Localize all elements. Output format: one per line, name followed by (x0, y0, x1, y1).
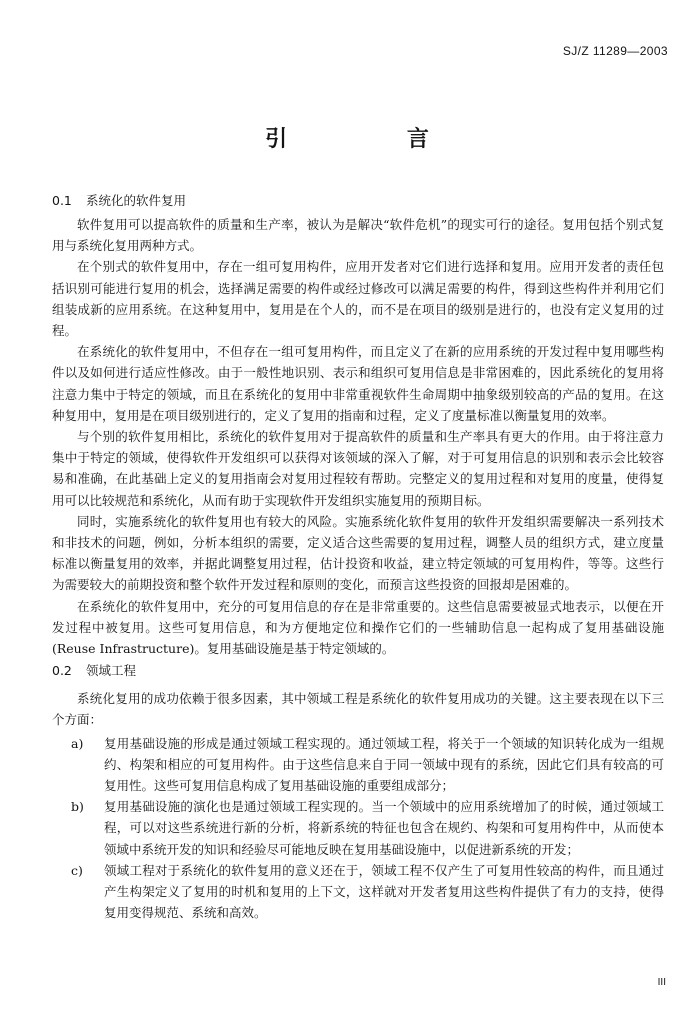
list-item-text: 领域工程对于系统化的软件复用的意义还在于，领域工程不仅产生了可复用性较高的构件，而且通过产生构架定义了复用的时机和复用的上下文，这样就对开发者复用这些构件提供了有力的支持，使得复用变得规范、系统和高效。 (104, 862, 664, 921)
paragraph: 在系统化的软件复用中，充分的可复用信息的存在是非常重要的。这些信息需要被显式地表示，以便在开发过程中被复用。这些可复用信息，和为方便地定位和操作它们的一些辅助信息一起构成了复用基础设施(Reuse Infrastructure)。复用基础设施是基于特定领域的。 (52, 598, 664, 657)
page-title: 引 言 (265, 127, 485, 152)
section-number: 0.2 (52, 663, 72, 679)
list-item (52, 860, 664, 924)
list-marker: a) (71, 735, 84, 751)
section-title: 领域工程 (86, 663, 137, 679)
list-item-text: 复用基础设施的形成是通过领域工程实现的。通过领域工程，将关于一个领域的知识转化成为一组规约、构架和相应的可复用构件。由于这些信息来自于同一领域中现有的系统，因此它们具有较高的可复用性。这些可复用信息构成了复用基础设施的重要组成部分； (104, 735, 664, 794)
section-number: 0.1 (52, 193, 72, 208)
paragraph: 同时，实施系统化的软件复用也有较大的风险。实施系统化软件复用的软件开发组织需要解决一系列技术和非技术的问题，例如，分析本组织的需要，定义适合这些需要的复用过程，调整人员的组织方式，建立度量标准以衡量复用的效率，并据此调整复用过程，估计投资和收益，建立特定领域的可复用构件，等等。这些行为需要较大的前期投资和整个软件开发过程和原则的变化，而预言这些投资的回报却是困难的。 (52, 513, 664, 593)
list-item (52, 733, 664, 797)
aspect-list (52, 733, 664, 924)
standard-code: SJ/Z 11289—2003 (562, 44, 668, 58)
section-title: 系统化的软件复用 (86, 193, 187, 208)
page-number: III (657, 977, 666, 988)
list-marker: c) (71, 862, 83, 878)
section-heading (52, 662, 664, 680)
paragraph: 在系统化的软件复用中，不但存在一组可复用构件，而且定义了在新的应用系统的开发过程中复用哪些构件以及如何进行适应性修改。由于一般性地识别、表示和组织可复用信息是非常困难的，因此系统化的复用将注意力集中于特定的领域，而且在系统化的复用中非常重视软件生命周期中抽象级别较高的产品的复用。在这种复用中，复用是在项目级别进行的，定义了复用的指南和过程，定义了度量标准以衡量复用的效率。 (52, 344, 664, 423)
document-body (52, 192, 664, 924)
list-marker: b) (71, 799, 84, 815)
list-item-text: 复用基础设施的演化也是通过领域工程实现的。当一个领域中的应用系统增加了的时候，通过领域工程，可以对这些系统进行新的分析，将新系统的特征也包含在规约、构架和可复用构件中，从而使本领域中系统开发的知识和经验尽可能地反映在复用基础设施中，以促进新系统的开发； (104, 799, 664, 857)
paragraph: 软件复用可以提高软件的质量和生产率，被认为是解决“软件危机”的现实可行的途径。复用包括个别式复用与系统化复用两种方式。 (52, 217, 664, 254)
paragraph: 与个别的软件复用相比，系统化的软件复用对于提高软件的质量和生产率具有更大的作用。由于将注意力集中于特定的领域，使得软件开发组织可以获得对该领域的深入了解，对于可复用信息的识别和表示会比较容易和准确，在此基础上定义的复用指南会对复用过程较有帮助。完整定义的复用过程和对复用的度量，使得复用可以比较规范和系统化，从而有助于实现软件开发组织实施复用的预期目标。 (52, 429, 664, 508)
paragraph: 在个别式的软件复用中，存在一组可复用构件，应用开发者对它们进行选择和复用。应用开发者的责任包括识别可能进行复用的机会，选择满足需要的构件或经过修改可以满足需要的构件，得到这些构件并利用它们组装成新的应用系统。在这种复用中，复用是在个人的，而不是在项目的级别是进行的，也没有定义复用的过程。 (52, 259, 664, 339)
list-item (52, 796, 664, 860)
section-heading (52, 192, 664, 210)
paragraph: 系统化复用的成功依赖于很多因素，其中领域工程是系统化的软件复用成功的关键。这主要表现在以下三个方面： (52, 691, 664, 728)
